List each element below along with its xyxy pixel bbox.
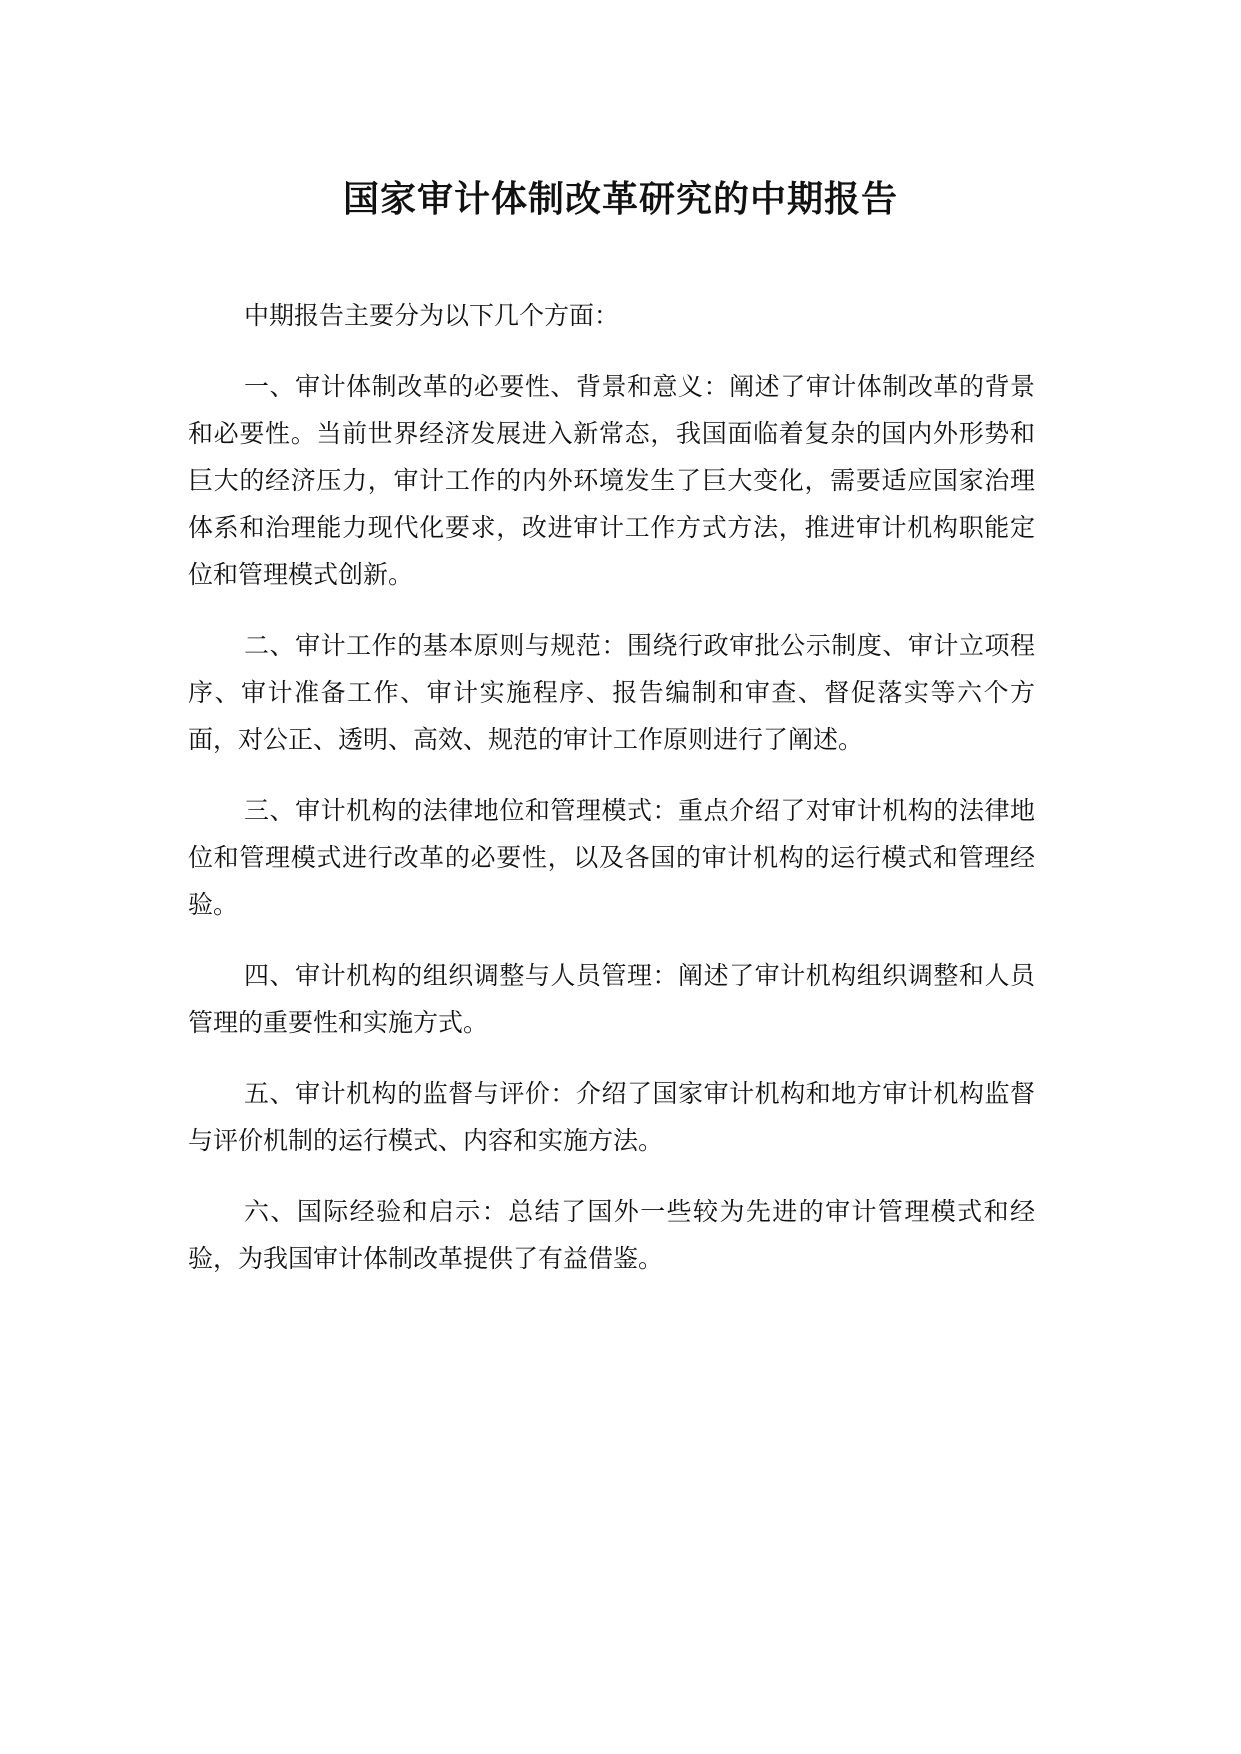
section-paragraph-1: 一、审计体制改革的必要性、背景和意义：阐述了审计体制改革的背景和必要性。当前世界经济发展进入新常态，我国面临着复杂的国内外形势和巨大的经济压力，审计工作的内外环境发生了巨大变化，需要适应国家治理体系和治理能力现代化要求，改进审计工作方式方法，推进审计机构职能定位和管理模式创新。 (188, 372, 1035, 589)
section-paragraph-4: 四、审计机构的组织调整与人员管理：阐述了审计机构组织调整和人员管理的重要性和实施方式。 (188, 961, 1035, 1037)
section-paragraph-5: 五、审计机构的监督与评价：介绍了国家审计机构和地方审计机构监督与评价机制的运行模式、内容和实施方法。 (188, 1079, 1035, 1155)
document-title: 国家审计体制改革研究的中期报告 (342, 179, 898, 220)
intro-paragraph: 中期报告主要分为以下几个方面： (244, 301, 620, 330)
document-body (188, 292, 1035, 1306)
section-paragraph-3: 三、审计机构的法律地位和管理模式：重点介绍了对审计机构的法律地位和管理模式进行改革的必要性，以及各国的审计机构的运行模式和管理经验。 (188, 796, 1035, 919)
section-paragraph-6: 六、国际经验和启示：总结了国外一些较为先进的审计管理模式和经验，为我国审计体制改革提供了有益借鉴。 (188, 1197, 1035, 1273)
section-paragraph-2: 二、审计工作的基本原则与规范：围绕行政审批公示制度、审计立项程序、审计准备工作、审计实施程序、报告编制和审查、督促落实等六个方面，对公正、透明、高效、规范的审计工作原则进行了阐述。 (188, 631, 1035, 754)
